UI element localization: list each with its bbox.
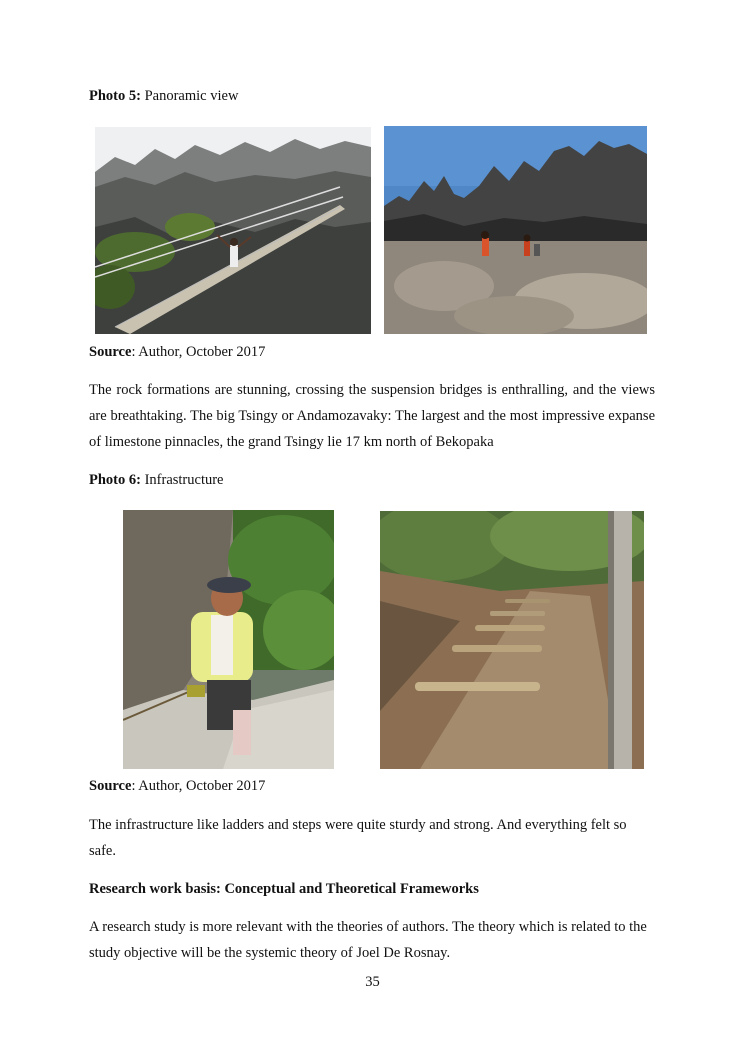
- photo5-caption-label: Photo 5:: [89, 88, 141, 104]
- photo5-caption: [89, 88, 238, 105]
- photo6-source-text: : Author, October 2017: [131, 778, 266, 794]
- photo-woman-climbing: [123, 510, 334, 769]
- photo5-source-label: Source: [89, 344, 132, 360]
- photo5-caption-text: Panoramic view: [140, 88, 239, 104]
- photo5-source: [89, 344, 265, 361]
- photo6-caption-text: Infrastructure: [140, 472, 224, 488]
- paragraph-tsingy: The rock formations are stunning, crossing the suspension bridges is enthralling, and the views are breathtaking. The big Tsingy or Andamozavaky: The largest and the most impressive expanse of limestone pinnacles, the grand Tsingy lie 17 km north of Bekopaka: [89, 382, 655, 450]
- photo6-caption-label: Photo 6:: [89, 472, 141, 488]
- photo-forest-steps: [380, 511, 644, 769]
- photo6-source-label: Source: [89, 778, 132, 794]
- photo6-source: [89, 778, 265, 795]
- section-heading: Research work basis: Conceptual and Theoretical Frameworks: [89, 881, 479, 897]
- page-number: 35: [365, 974, 380, 990]
- photo6-caption: [89, 472, 224, 489]
- photo-tsingy-rocks: [384, 126, 647, 334]
- paragraph-theory: A research study is more relevant with the theories of authors. The theory which is related to the study objective will be the systemic theory of Joel De Rosnay.: [89, 919, 647, 961]
- photo5-source-text: : Author, October 2017: [131, 344, 266, 360]
- photo-suspension-bridge: [95, 127, 371, 334]
- paragraph-infrastructure: The infrastructure like ladders and steps were quite sturdy and strong. And everything felt so safe.: [89, 817, 627, 859]
